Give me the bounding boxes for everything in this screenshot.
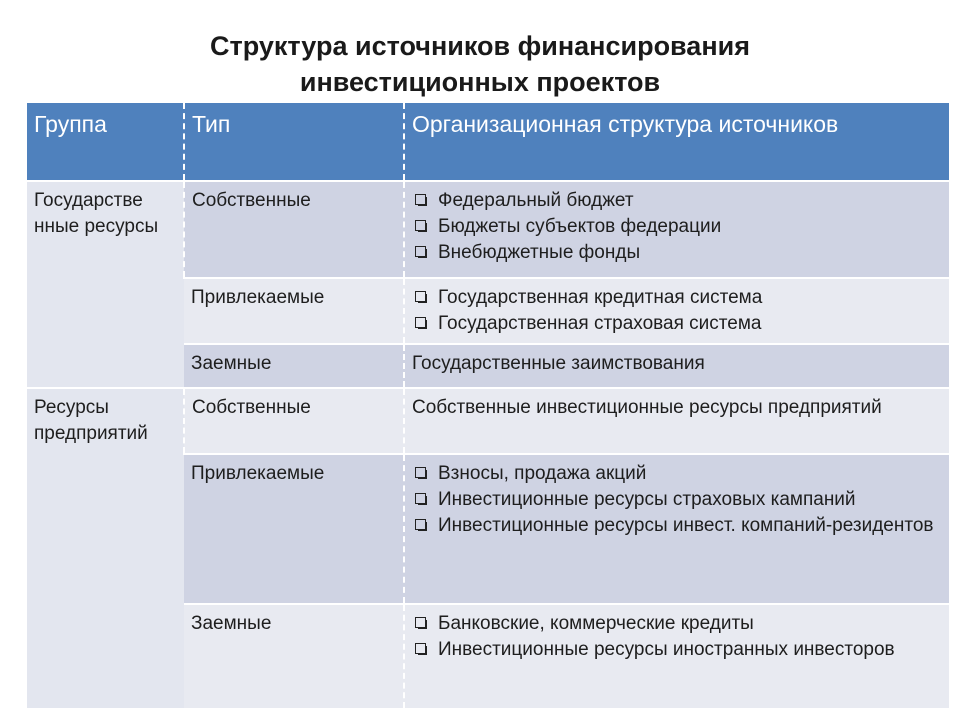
structure-cell — [404, 454, 949, 604]
type-cell: Заемные — [184, 344, 404, 388]
list-item: Федеральный бюджет — [412, 188, 943, 214]
list-item: Инвестиционные ресурсы страховых кампаний — [412, 487, 943, 513]
checkbox-bullet-icon — [415, 617, 426, 628]
list-item: Банковские, коммерческие кредиты — [412, 611, 943, 637]
title-line-2: инвестиционных проектов — [299, 67, 661, 97]
checkbox-bullet-icon — [415, 291, 426, 302]
type-cell: Привлекаемые — [184, 454, 404, 604]
list-item: Государственная страховая система — [412, 311, 943, 337]
group-cell-government: Государстве нные ресурсы — [27, 181, 184, 388]
group-cell-enterprises: Ресурсы предприятий — [27, 388, 184, 709]
list-item: Бюджеты субъектов федерации — [412, 214, 943, 240]
bullet-list — [412, 285, 943, 337]
title-line-1: Структура источников финансирования — [210, 31, 750, 61]
bullet-list — [412, 461, 943, 539]
list-item: Государственная кредитная система — [412, 285, 943, 311]
financing-sources-table — [27, 103, 949, 710]
checkbox-bullet-icon — [415, 519, 426, 530]
table-row — [27, 181, 949, 278]
bullet-list — [412, 188, 943, 266]
list-item: Инвестиционные ресурсы инвест. компаний-резидентов — [412, 513, 943, 539]
structure-cell — [404, 278, 949, 344]
structure-cell — [404, 181, 949, 278]
list-item: Инвестиционные ресурсы иностранных инвесторов — [412, 637, 943, 663]
checkbox-bullet-icon — [415, 220, 426, 231]
checkbox-bullet-icon — [415, 467, 426, 478]
bullet-list — [412, 611, 943, 663]
structure-cell: Государственные заимствования — [404, 344, 949, 388]
checkbox-bullet-icon — [415, 194, 426, 205]
structure-cell — [404, 604, 949, 709]
structure-cell: Собственные инвестиционные ресурсы предприятий — [404, 388, 949, 454]
header-row — [27, 103, 949, 181]
checkbox-bullet-icon — [415, 246, 426, 257]
header-group: Группа — [27, 103, 184, 181]
list-item: Внебюджетные фонды — [412, 240, 943, 266]
checkbox-bullet-icon — [415, 317, 426, 328]
type-cell: Собственные — [184, 388, 404, 454]
header-structure: Организационная структура источников — [404, 103, 949, 181]
checkbox-bullet-icon — [415, 493, 426, 504]
header-type: Тип — [184, 103, 404, 181]
type-cell: Привлекаемые — [184, 278, 404, 344]
checkbox-bullet-icon — [415, 643, 426, 654]
type-cell: Собственные — [184, 181, 404, 278]
type-cell: Заемные — [184, 604, 404, 709]
table-row — [27, 388, 949, 454]
slide-title — [0, 28, 960, 100]
list-item: Взносы, продажа акций — [412, 461, 943, 487]
